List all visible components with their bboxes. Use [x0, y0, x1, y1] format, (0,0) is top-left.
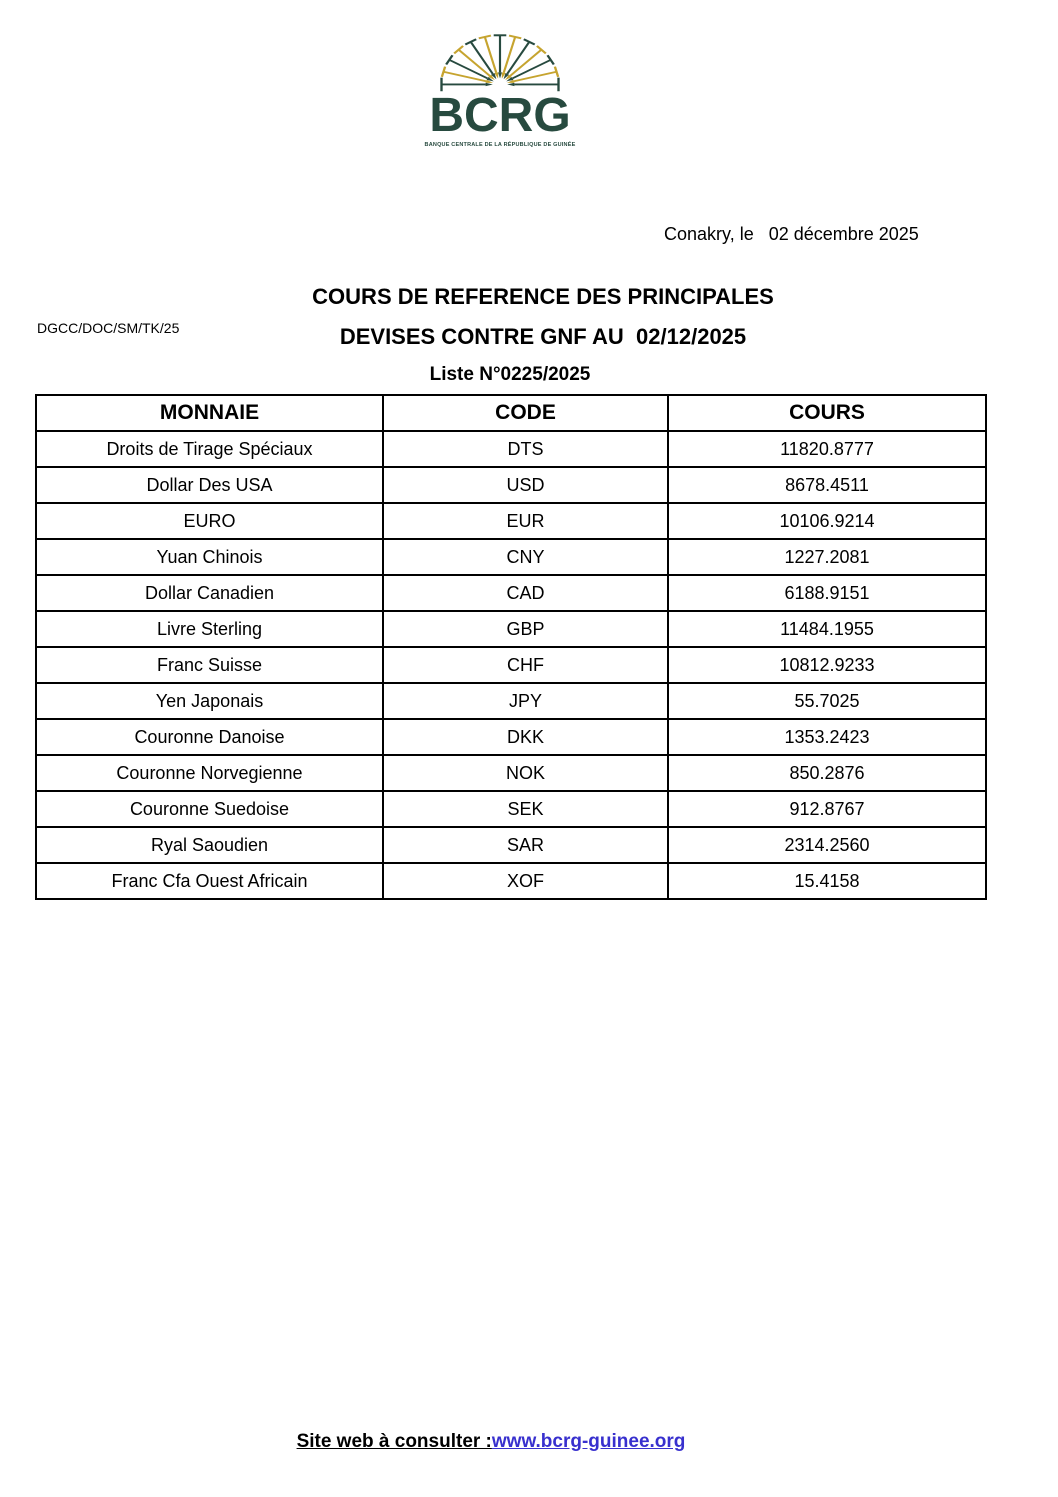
table-row — [36, 827, 986, 863]
title-block — [14, 284, 1058, 386]
cell-cours: 6188.9151 — [668, 575, 986, 611]
cell-cours: 1353.2423 — [668, 719, 986, 755]
table-row — [36, 575, 986, 611]
cell-monnaie: Ryal Saoudien — [36, 827, 383, 863]
cell-cours: 2314.2560 — [668, 827, 986, 863]
column-header-monnaie: MONNAIE — [36, 395, 383, 431]
column-header-code: CODE — [383, 395, 668, 431]
table-row — [36, 683, 986, 719]
cell-monnaie: Yuan Chinois — [36, 539, 383, 575]
cell-code: CNY — [383, 539, 668, 575]
cell-code: CAD — [383, 575, 668, 611]
website-link[interactable]: www.bcrg-guinee.org — [491, 1431, 686, 1452]
table-header-row — [36, 395, 986, 431]
table-row — [36, 539, 986, 575]
website-label: Site web à consulter : — [296, 1431, 492, 1452]
reference-code: DGCC/DOC/SM/TK/25 — [37, 320, 180, 336]
column-header-cours: COURS — [668, 395, 986, 431]
table-row — [36, 611, 986, 647]
cell-monnaie: Couronne Danoise — [36, 719, 383, 755]
cell-cours: 11820.8777 — [668, 431, 986, 467]
cell-code: SAR — [383, 827, 668, 863]
cell-code: XOF — [383, 863, 668, 899]
table-row — [36, 755, 986, 791]
table-row — [36, 719, 986, 755]
cell-monnaie: Dollar Des USA — [36, 467, 383, 503]
table-row — [36, 431, 986, 467]
cell-monnaie: Livre Sterling — [36, 611, 383, 647]
table-row — [36, 647, 986, 683]
list-number: Liste N°0225/2025 — [429, 364, 591, 385]
bcrg-logo — [400, 30, 600, 148]
table-row — [36, 467, 986, 503]
cell-cours: 10106.9214 — [668, 503, 986, 539]
table-row — [36, 863, 986, 899]
cell-monnaie: EURO — [36, 503, 383, 539]
cell-code: NOK — [383, 755, 668, 791]
cell-code: DKK — [383, 719, 668, 755]
logo-acronym: BCRG — [429, 89, 571, 142]
cell-monnaie: Franc Suisse — [36, 647, 383, 683]
cell-cours: 1227.2081 — [668, 539, 986, 575]
cell-cours: 8678.4511 — [668, 467, 986, 503]
cell-monnaie: Couronne Norvegienne — [36, 755, 383, 791]
cell-code: SEK — [383, 791, 668, 827]
footer — [0, 1431, 1020, 1453]
cell-code: GBP — [383, 611, 668, 647]
cell-cours: 912.8767 — [668, 791, 986, 827]
cell-code: EUR — [383, 503, 668, 539]
exchange-rates-table — [35, 394, 987, 900]
cell-cours: 11484.1955 — [668, 611, 986, 647]
cell-monnaie: Dollar Canadien — [36, 575, 383, 611]
cell-code: CHF — [383, 647, 668, 683]
document-title-line1: COURS DE REFERENCE DES PRINCIPALES — [312, 284, 774, 309]
cell-cours: 55.7025 — [668, 683, 986, 719]
logo-tagline: BANQUE CENTRALE DE LA RÉPUBLIQUE DE GUINÉE — [424, 142, 576, 149]
cell-monnaie: Franc Cfa Ouest Africain — [36, 863, 383, 899]
cell-monnaie: Droits de Tirage Spéciaux — [36, 431, 383, 467]
bcrg-fan-icon — [437, 30, 563, 92]
cell-code: USD — [383, 467, 668, 503]
cell-code: DTS — [383, 431, 668, 467]
table-row — [36, 791, 986, 827]
table-row — [36, 503, 986, 539]
cell-monnaie: Yen Japonais — [36, 683, 383, 719]
place-date-line: Conakry, le 02 décembre 2025 — [664, 224, 919, 244]
document-title-line2: DEVISES CONTRE GNF AU 02/12/2025 — [339, 324, 747, 349]
cell-cours: 850.2876 — [668, 755, 986, 791]
cell-code: JPY — [383, 683, 668, 719]
cell-cours: 10812.9233 — [668, 647, 986, 683]
cell-cours: 15.4158 — [668, 863, 986, 899]
cell-monnaie: Couronne Suedoise — [36, 791, 383, 827]
